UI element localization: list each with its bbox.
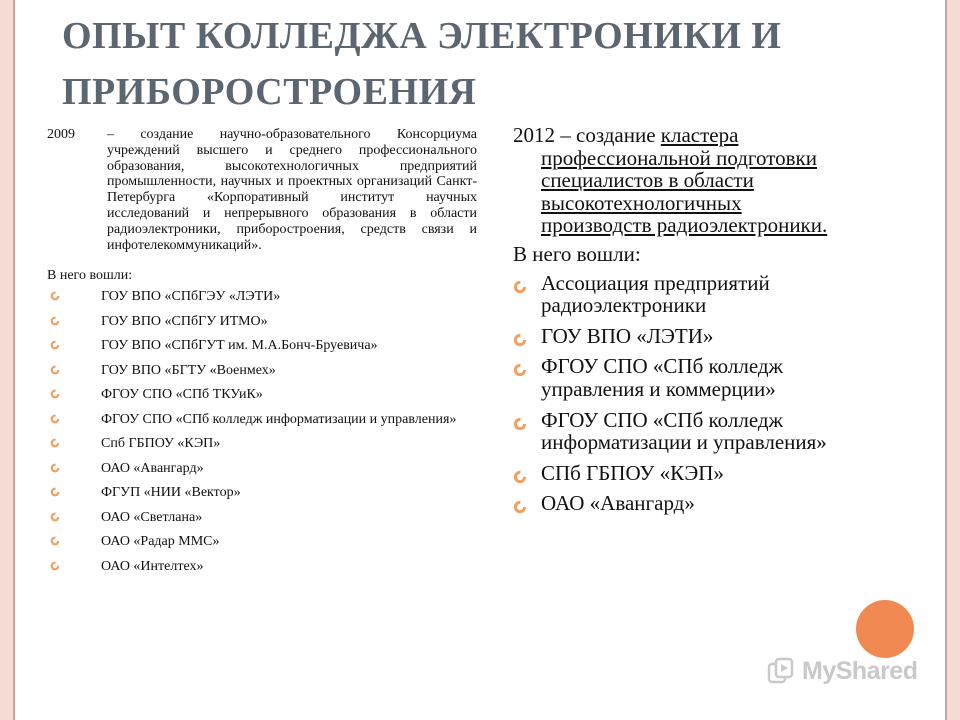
ring-bullet-icon: [50, 535, 60, 551]
list-item: [513, 409, 853, 454]
myshared-logo-icon: [766, 656, 796, 686]
ring-bullet-icon: [50, 560, 60, 576]
title-line-1: ОПЫТ КОЛЛЕДЖА ЭЛЕКТРОНИКИ И: [62, 15, 782, 57]
left-column: [47, 127, 477, 583]
left-members-label: В него вошли:: [47, 268, 133, 284]
ring-bullet-icon: [50, 413, 60, 429]
cluster-link-2: профессиональной подготовки специалистов в области высокотехнологичных производств радиоэлектроники.: [541, 145, 828, 238]
list-item-text: ОАО «Светлана»: [101, 509, 203, 525]
list-item: [47, 485, 477, 501]
list-item-text: ФГУП «НИИ «Вектор»: [101, 485, 241, 501]
list-item-text: Ассоциация предприятий радиоэлектроники: [541, 270, 770, 318]
ring-bullet-icon: [50, 364, 60, 380]
ring-bullet-icon: [50, 462, 60, 478]
ring-bullet-icon: [50, 339, 60, 355]
ring-bullet-icon: [50, 315, 60, 331]
right-members-label: В него вошли:: [513, 241, 641, 266]
list-item-text: ФГОУ СПО «СПб ТКУиК»: [101, 387, 263, 403]
ring-bullet-icon: [50, 290, 60, 306]
watermark-text: MyShared: [802, 656, 918, 685]
list-item: [47, 314, 477, 330]
left-members-list: [47, 289, 477, 575]
list-item: [47, 363, 477, 379]
right-column: [513, 124, 853, 523]
consortium-year: 2009: [47, 127, 75, 142]
list-item: [47, 534, 477, 550]
list-item-text: ФГОУ СПО «СПб колледж управления и коммерции»: [541, 354, 784, 401]
list-item: [47, 559, 477, 575]
list-item-text: ОАО «Интелтех»: [101, 558, 204, 574]
list-item: [513, 462, 853, 485]
list-item: [47, 436, 477, 452]
list-item-text: ГОУ ВПО «ЛЭТИ»: [541, 323, 714, 348]
list-item-text: ФГОУ СПО «СПб колледж информатизации и управления»: [101, 411, 457, 427]
list-item: [513, 492, 853, 515]
cluster-prefix: 2012 – создание: [513, 123, 656, 147]
list-item: [513, 325, 853, 348]
list-item: [47, 338, 477, 354]
list-item-text: ОАО «Авангард»: [101, 460, 204, 476]
ring-bullet-icon: [50, 388, 60, 404]
list-item-text: Спб ГБПОУ «КЭП»: [101, 436, 221, 452]
ring-bullet-icon: [513, 496, 527, 519]
ring-bullet-icon: [513, 329, 527, 352]
myshared-watermark: [766, 656, 917, 686]
list-item-text: ГОУ ВПО «СПбГЭУ «ЛЭТИ»: [101, 289, 281, 305]
ring-bullet-icon: [513, 466, 527, 489]
list-item-text: ГОУ ВПО «СПбГУТ им. М.А.Бонч-Бруевича»: [101, 338, 378, 354]
ring-bullet-icon: [50, 437, 60, 453]
ring-bullet-icon: [513, 413, 527, 436]
right-frame-band: [947, 0, 960, 720]
list-item-text: ГОУ ВПО «БГТУ «Военмех»: [101, 362, 276, 378]
list-item: [513, 272, 853, 317]
list-item: [47, 289, 477, 305]
cluster-link-1: кластера: [660, 123, 739, 147]
right-frame-line: [945, 0, 947, 720]
list-item-text: ОАО «Авангард»: [541, 491, 695, 516]
ring-bullet-icon: [513, 359, 527, 382]
list-item: [47, 510, 477, 526]
ring-bullet-icon: [50, 486, 60, 502]
list-item-text: ОАО «Радар ММС»: [101, 534, 220, 550]
decorative-orange-circle: [856, 600, 914, 658]
consortium-paragraph: [47, 127, 477, 253]
consortium-text: – создание научно-образовательного Консорциума учреждений высшего и среднего профессионального образования, высокотехнологичных предприятий промышленности, научных и проектных организаций Санкт-Петербурга «Корпоративный институт научных исследований и непрерывного образования в области радиоэлектроники, приборостроения, средств связи и инфотелекоммуникаций».: [107, 127, 477, 253]
title-line-2: ПРИБОРОСТРОЕНИЯ: [62, 71, 477, 113]
list-item-text: ГОУ ВПО «СПбГУ ИТМО»: [101, 313, 268, 329]
ring-bullet-icon: [50, 511, 60, 527]
left-frame-line: [13, 0, 15, 720]
ring-bullet-icon: [513, 276, 527, 299]
list-item-text: ФГОУ СПО «СПб колледж информатизации и управления»: [541, 407, 827, 455]
list-item-text: СПб ГБПОУ «КЭП»: [541, 460, 724, 485]
left-frame-band: [0, 0, 13, 720]
list-item: [47, 387, 477, 403]
slide-title: [62, 8, 922, 120]
right-members-list: [513, 272, 853, 515]
list-item: [513, 355, 853, 400]
list-item: [47, 412, 477, 428]
cluster-paragraph: [513, 124, 853, 237]
list-item: [47, 461, 477, 477]
